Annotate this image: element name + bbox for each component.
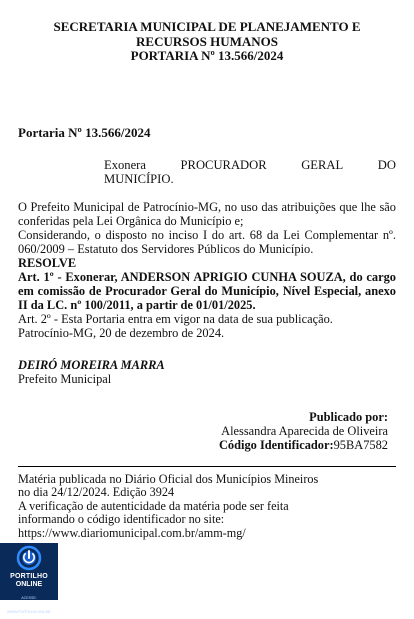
identifier-label: Código Identificador: — [218, 437, 334, 452]
power-icon — [0, 543, 58, 573]
footer-line-2: no dia 24/12/2024. Edição 3924 — [18, 485, 175, 499]
header-line-3: PORTARIA Nº 13.566/2024 — [130, 48, 284, 63]
ementa-word-2: PROCURADOR — [180, 157, 267, 172]
footer-notice — [18, 473, 396, 541]
identifier-code: 95BA7582 — [333, 437, 388, 452]
signer-name: DEIRÓ MOREIRA MARRA — [18, 357, 165, 372]
ementa-line-2: MUNICÍPIO. — [104, 171, 174, 186]
publisher-name: Alessandra Aparecida de Oliveira — [221, 423, 388, 438]
header-line-1: SECRETARIA MUNICIPAL DE PLANEJAMENTO E — [53, 19, 361, 34]
ementa-word-4: DO — [377, 157, 396, 172]
preamble-paragraph: O Prefeito Municipal de Patrocínio-MG, no uso das atribuições que lhe são conferidas pela Lei Orgânica do Município e; — [18, 199, 396, 228]
ementa-word-1: Exonera — [104, 157, 146, 172]
ementa — [104, 158, 396, 186]
document-header — [18, 20, 396, 64]
published-by-label: Publicado por: — [309, 409, 388, 424]
document-body — [18, 200, 396, 340]
footer-line-3: A verificação de autenticidade da matéria pode ser feita — [18, 498, 289, 513]
portaria-title: Portaria Nº 13.566/2024 — [18, 124, 151, 140]
signer-role: Prefeito Municipal — [18, 371, 112, 386]
header-line-2: RECURSOS HUMANOS — [136, 33, 278, 49]
place-date: Patrocínio-MG, 20 de dezembro de 2024. — [18, 325, 225, 340]
watermark-text-2: ONLINE — [15, 581, 43, 588]
article-2: Art. 2º - Esta Portaria entra em vigor na data de sua publicação. — [18, 311, 333, 326]
watermark-text-1: PORTILHO — [10, 573, 48, 580]
ementa-word-3: GERAL — [301, 157, 344, 172]
article-1: Art. 1º - Exonerar, ANDERSON APRIGIO CUNHA SOUZA, do cargo em comissão de Procurador Geral do Município, Nível Especial, anexo II da LC. nº 100/2011, a partir de 01/01/2025. — [18, 269, 396, 312]
resolve-heading: RESOLVE — [18, 255, 77, 270]
watermark-logo — [0, 543, 58, 614]
identifier-line — [18, 438, 388, 452]
document-page — [18, 0, 396, 600]
footer-line-1: Matéria publicada no Diário Oficial dos Municípios Mineiros — [18, 471, 319, 486]
footer-line-4: informando o código identificador no site: — [18, 512, 225, 526]
watermark-text-3: ACESSE: WWW.PORTILHO.ONLINE — [7, 596, 51, 614]
footer-link[interactable]: https://www.diariomunicipal.com.br/amm-mg/ — [18, 525, 246, 540]
footer-divider — [18, 466, 396, 467]
publication-info — [18, 410, 396, 452]
considerando-paragraph: Considerando, o disposto no inciso I do art. 68 da Lei Complementar nº. 060/2009 – Estatuto dos Servidores Públicos do Município. — [18, 227, 396, 256]
